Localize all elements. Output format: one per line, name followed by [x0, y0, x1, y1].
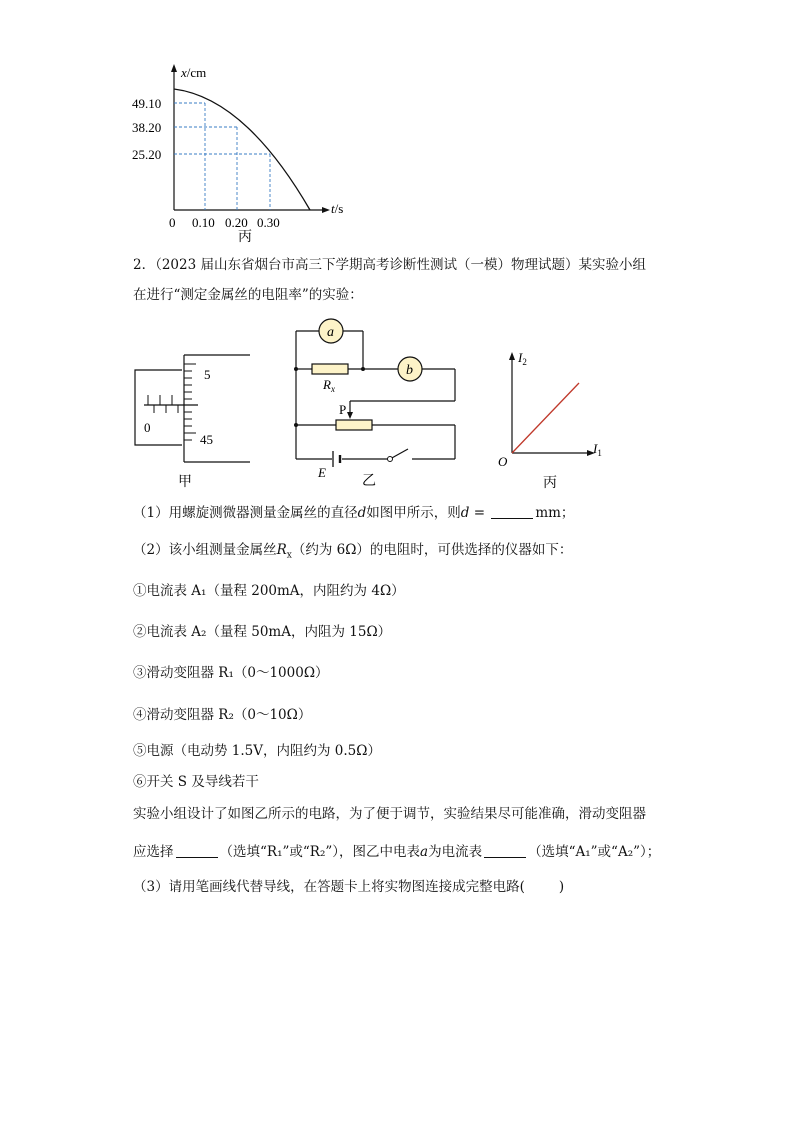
part1-text-a: （1）用螺旋测微器测量金属丝的直径 [133, 505, 358, 521]
emf-label: E [318, 465, 326, 480]
i2-i1-line [512, 383, 579, 453]
x-tick-1: 0.10 [192, 215, 215, 230]
part3-text-b: ) [558, 879, 565, 895]
choose-var-a: a [420, 844, 429, 860]
micrometer-figure [130, 345, 260, 490]
design-description: 实验小组设计了如图乙所示的电路，为了便于调节，实验结果尽可能准确，滑动变阻器 [133, 806, 646, 822]
instrument-item-1: ①电流表 A₁（量程 200mA，内阻约为 4Ω） [133, 583, 405, 599]
choose-text-d: （选填“A₁”或“A₂”）； [528, 844, 661, 860]
part1-text-b: 如图甲所示，则 [366, 505, 461, 521]
answer-blank-rheostat[interactable] [176, 843, 218, 858]
x-axis-arrow [322, 207, 330, 213]
i2-axis-arrow [509, 352, 515, 360]
part3-text-a: （3）请用笔画线代替导线，在答题卡上将实物图连接成完整电路( [133, 879, 525, 895]
instrument-item-2: ②电流表 A₂（量程 50mA，内阻为 15Ω） [133, 624, 392, 640]
x-t-curve [174, 89, 310, 210]
graph-caption: 丙 [238, 230, 252, 245]
x-tick-2: 0.20 [225, 215, 248, 230]
x-tick-0: 0 [169, 215, 176, 230]
question2-intro-line1: 2．（2023 届山东省烟台市高三下学期高考诊断性测试（一模）物理试题）某实验小组 [133, 257, 646, 273]
micrometer-frame [135, 370, 182, 445]
figure-jia-caption: 甲 [178, 475, 192, 490]
sleeve-zero: 0 [144, 420, 151, 435]
rheostat [336, 420, 372, 430]
circuit-figure [290, 315, 470, 490]
part2-var-r: R [276, 542, 287, 558]
origin-label: O [498, 454, 508, 469]
switch-contact [388, 457, 393, 462]
thimble-label-5: 5 [204, 367, 211, 382]
choose-line [133, 842, 660, 862]
y-tick-2: 38.20 [132, 120, 162, 135]
i2-axis-label: $I_2$ [518, 350, 527, 367]
choose-text-b: （选填“R₁”或“R₂”），图乙中电表 [219, 844, 421, 860]
answer-blank-diameter[interactable] [491, 504, 533, 519]
choose-text-c: 为电流表 [428, 844, 483, 860]
part2-line [133, 540, 572, 566]
part1-line [133, 503, 574, 523]
x-t-graph [125, 60, 365, 245]
part1-var-d: d [357, 505, 367, 521]
figure-bing-caption: 丙 [543, 476, 557, 491]
resistor-rx [312, 364, 348, 374]
instrument-item-4: ④滑动变阻器 R₂（0～10Ω） [133, 707, 312, 723]
thimble-label-45: 45 [200, 432, 213, 447]
instrument-item-6: ⑥开关 S 及导线若干 [133, 774, 259, 790]
choose-text-a: 应选择 [133, 844, 174, 860]
figure-yi-caption: 乙 [362, 474, 376, 489]
answer-blank-meter[interactable] [484, 843, 526, 858]
part1-equals: = [469, 505, 490, 521]
meter-a-label: a [327, 325, 334, 340]
x-tick-3: 0.30 [257, 215, 280, 230]
part1-unit: mm； [535, 505, 575, 521]
x-axis-label: t/s [331, 201, 344, 216]
resistor-rx-label: $R_x$ [323, 377, 335, 394]
i1-axis-label: $I_1$ [593, 441, 602, 458]
i2-i1-graph [495, 345, 615, 495]
meter-b-label: b [406, 363, 413, 378]
y-axis-arrow [171, 64, 177, 72]
junction-right [361, 367, 365, 371]
part2-text-a: （2）该小组测量金属丝 [133, 542, 277, 558]
y-tick-1: 49.10 [132, 96, 162, 111]
y-axis-label: x/cm [181, 65, 207, 80]
part3-line [133, 877, 564, 897]
junction-bottom [294, 423, 298, 427]
slider-arrow [347, 412, 353, 419]
y-tick-3: 25.20 [132, 147, 162, 162]
part1-var-d2: d [460, 505, 470, 521]
slider-label: P [339, 402, 347, 417]
junction-left [294, 367, 298, 371]
part2-text-b: （约为 6Ω）的电阻时，可供选择的仪器如下： [291, 542, 573, 558]
instrument-item-3: ③滑动变阻器 R₁（0～1000Ω） [133, 665, 329, 681]
instrument-item-5: ⑤电源（电动势 1.5V，内阻约为 0.5Ω） [133, 743, 381, 759]
question2-intro-line2: 在进行“测定金属丝的电阻率”的实验： [133, 287, 363, 303]
part2-var-sub: x [286, 550, 292, 561]
